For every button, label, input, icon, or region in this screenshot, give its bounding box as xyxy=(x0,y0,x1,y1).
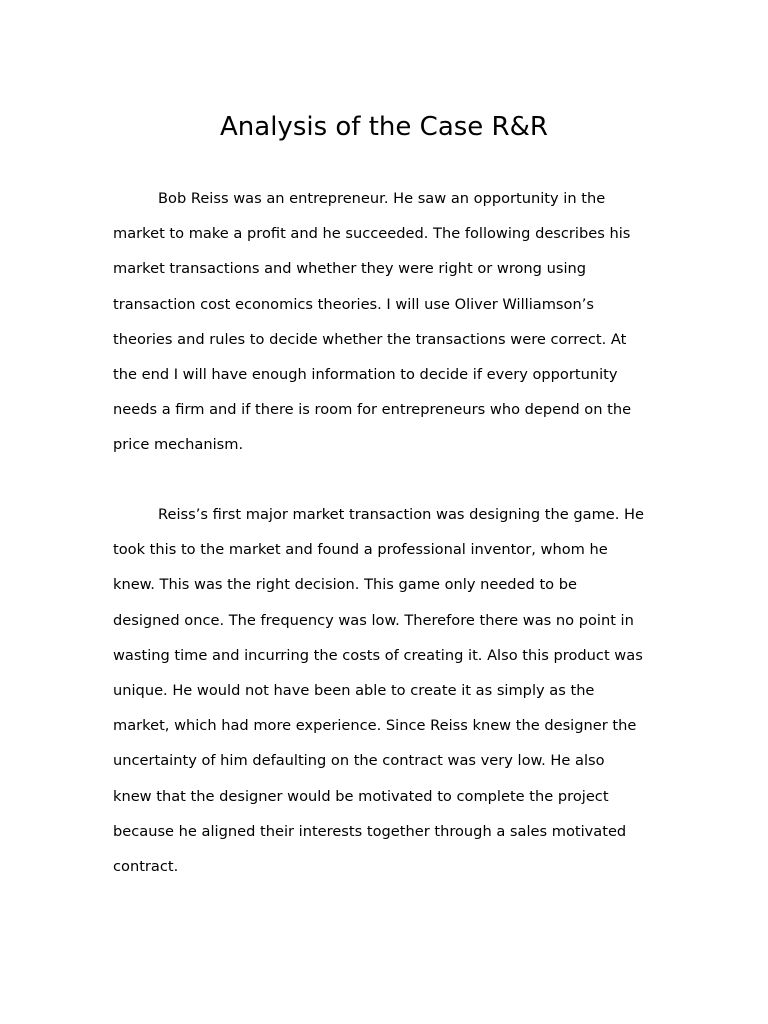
text-line: transaction cost economics theories. I will use Oliver Williamson’s xyxy=(113,295,594,313)
text-line: knew that the designer would be motivated to complete the project xyxy=(113,787,609,805)
text-line: market transactions and whether they were right or wrong using xyxy=(113,260,587,278)
document-title: Analysis of the Case R&R xyxy=(220,112,548,142)
text-line: price mechanism. xyxy=(113,436,244,454)
text-line: theories and rules to decide whether the transactions were correct. At xyxy=(113,330,627,348)
text-line: Bob Reiss was an entrepreneur. He saw an opportunity in the xyxy=(158,190,606,207)
text-line: took this to the market and found a professional inventor, whom he xyxy=(113,541,608,559)
text-line: Reiss’s first major market transaction was designing the game. He xyxy=(158,506,645,523)
text-line: market to make a profit and he succeeded. The following describes his xyxy=(113,225,631,243)
text-line: wasting time and incurring the costs of creating it. Also this product was xyxy=(113,646,643,664)
text-line: market, which had more experience. Since Reiss knew the designer the xyxy=(113,717,637,735)
text-line: uncertainty of him defaulting on the contract was very low. He also xyxy=(113,752,605,770)
text-line: because he aligned their interests together through a sales motivated xyxy=(113,822,627,840)
text-line: needs a firm and if there is room for entrepreneurs who depend on the xyxy=(113,401,632,419)
paragraph-intro xyxy=(113,186,658,468)
text-line: knew. This was the right decision. This game only needed to be xyxy=(113,576,577,594)
paragraph-first-transaction xyxy=(113,502,658,889)
text-line: contract. xyxy=(113,857,179,875)
text-line: unique. He would not have been able to create it as simply as the xyxy=(113,681,595,699)
text-line: designed once. The frequency was low. Therefore there was no point in xyxy=(113,611,634,629)
text-line: the end I will have enough information to decide if every opportunity xyxy=(113,365,618,383)
